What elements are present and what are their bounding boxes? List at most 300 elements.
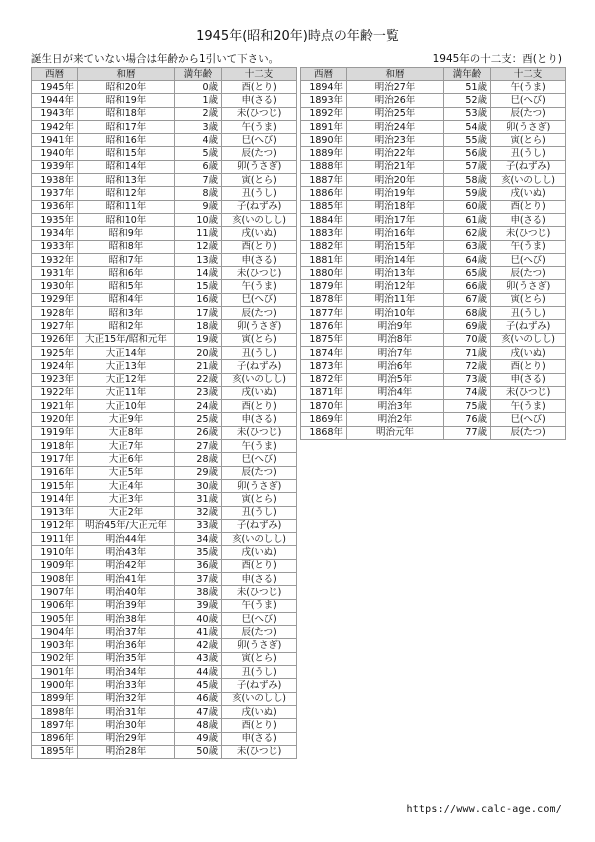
zodiac-cell: 巳(へび) [222, 612, 297, 625]
table-row [32, 572, 297, 585]
age-cell: 17歳 [175, 307, 222, 320]
table-row [32, 519, 297, 532]
japanese-era-cell: 明治24年 [347, 120, 444, 133]
table-row [32, 333, 297, 346]
zodiac-cell: 巳(へび) [222, 293, 297, 306]
western-year-cell: 1878年 [301, 293, 347, 306]
japanese-era-cell: 昭和9年 [78, 227, 175, 240]
japanese-era-cell: 明治9年 [347, 320, 444, 333]
japanese-era-cell: 明治3年 [347, 400, 444, 413]
zodiac-cell: 酉(とり) [222, 240, 297, 253]
zodiac-cell: 卯(うさぎ) [491, 120, 566, 133]
japanese-era-cell: 明治40年 [78, 586, 175, 599]
western-year-cell: 1872年 [301, 373, 347, 386]
age-cell: 59歳 [444, 187, 491, 200]
table-row [32, 360, 297, 373]
table-row [301, 200, 566, 213]
table-row [32, 213, 297, 226]
western-year-cell: 1944年 [32, 94, 78, 107]
japanese-era-cell: 明治22年 [347, 147, 444, 160]
western-year-cell: 1928年 [32, 307, 78, 320]
age-cell: 67歳 [444, 293, 491, 306]
age-cell: 12歳 [175, 240, 222, 253]
japanese-era-cell: 明治元年 [347, 426, 444, 439]
western-year-cell: 1902年 [32, 652, 78, 665]
age-cell: 48歳 [175, 719, 222, 732]
western-year-cell: 1925年 [32, 346, 78, 359]
table-row [32, 732, 297, 745]
japanese-era-cell: 大正3年 [78, 493, 175, 506]
western-year-cell: 1907年 [32, 586, 78, 599]
zodiac-cell: 未(ひつじ) [222, 267, 297, 280]
zodiac-cell: 子(ねずみ) [491, 320, 566, 333]
japanese-era-cell: 明治28年 [78, 745, 175, 758]
western-year-cell: 1893年 [301, 94, 347, 107]
zodiac-cell: 戌(いぬ) [222, 227, 297, 240]
zodiac-cell: 寅(とら) [491, 293, 566, 306]
table-row [32, 160, 297, 173]
age-cell: 51歳 [444, 81, 491, 94]
site-url-link[interactable]: https://www.calc-age.com/ [406, 804, 562, 815]
age-cell: 3歳 [175, 120, 222, 133]
japanese-era-cell: 明治11年 [347, 293, 444, 306]
zodiac-cell: 寅(とら) [222, 174, 297, 187]
table-row [301, 386, 566, 399]
age-cell: 24歳 [175, 400, 222, 413]
table-row [32, 453, 297, 466]
zodiac-cell: 卯(うさぎ) [222, 479, 297, 492]
table-row [32, 346, 297, 359]
table-row [301, 333, 566, 346]
western-year-cell: 1905年 [32, 612, 78, 625]
table-row [301, 426, 566, 439]
table-row [32, 466, 297, 479]
zodiac-cell: 申(さる) [491, 213, 566, 226]
zodiac-cell: 子(ねずみ) [222, 360, 297, 373]
western-year-cell: 1903年 [32, 639, 78, 652]
western-year-cell: 1879年 [301, 280, 347, 293]
western-year-cell: 1892年 [301, 107, 347, 120]
age-cell: 60歳 [444, 200, 491, 213]
western-year-cell: 1882年 [301, 240, 347, 253]
table-row [32, 373, 297, 386]
age-cell: 30歳 [175, 479, 222, 492]
japanese-era-cell: 大正12年 [78, 373, 175, 386]
zodiac-cell: 丑(うし) [222, 666, 297, 679]
zodiac-cell: 辰(たつ) [491, 267, 566, 280]
western-year-cell: 1871年 [301, 386, 347, 399]
japanese-era-cell: 明治16年 [347, 227, 444, 240]
table-row [32, 227, 297, 240]
age-cell: 15歳 [175, 280, 222, 293]
zodiac-cell: 午(うま) [222, 280, 297, 293]
age-cell: 71歳 [444, 346, 491, 359]
western-year-cell: 1883年 [301, 227, 347, 240]
zodiac-cell: 申(さる) [491, 373, 566, 386]
age-cell: 74歳 [444, 386, 491, 399]
zodiac-cell: 寅(とら) [222, 652, 297, 665]
zodiac-cell: 丑(うし) [491, 307, 566, 320]
western-year-cell: 1924年 [32, 360, 78, 373]
western-year-cell: 1897年 [32, 719, 78, 732]
age-cell: 5歳 [175, 147, 222, 160]
japanese-era-cell: 昭和12年 [78, 187, 175, 200]
age-cell: 39歳 [175, 599, 222, 612]
zodiac-cell: 寅(とら) [222, 333, 297, 346]
zodiac-cell: 午(うま) [491, 400, 566, 413]
zodiac-cell: 巳(へび) [222, 134, 297, 147]
age-cell: 13歳 [175, 253, 222, 266]
table-row [32, 546, 297, 559]
age-cell: 16歳 [175, 293, 222, 306]
japanese-era-cell: 昭和18年 [78, 107, 175, 120]
age-cell: 38歳 [175, 586, 222, 599]
zodiac-cell: 丑(うし) [222, 346, 297, 359]
western-year-cell: 1874年 [301, 346, 347, 359]
japanese-era-cell: 昭和13年 [78, 174, 175, 187]
western-year-cell: 1936年 [32, 200, 78, 213]
western-year-cell: 1927年 [32, 320, 78, 333]
zodiac-cell: 子(ねずみ) [222, 200, 297, 213]
age-cell: 64歳 [444, 253, 491, 266]
table-row [301, 413, 566, 426]
table-row [32, 187, 297, 200]
western-year-cell: 1932年 [32, 253, 78, 266]
age-cell: 28歳 [175, 453, 222, 466]
table-row [32, 559, 297, 572]
table-row [301, 81, 566, 94]
zodiac-cell: 子(ねずみ) [222, 519, 297, 532]
table-row [32, 745, 297, 758]
age-cell: 21歳 [175, 360, 222, 373]
age-cell: 0歳 [175, 81, 222, 94]
japanese-era-cell: 明治13年 [347, 267, 444, 280]
western-year-cell: 1868年 [301, 426, 347, 439]
table-row [32, 307, 297, 320]
age-cell: 8歳 [175, 187, 222, 200]
western-year-cell: 1939年 [32, 160, 78, 173]
western-year-cell: 1910年 [32, 546, 78, 559]
japanese-era-cell: 昭和14年 [78, 160, 175, 173]
japanese-era-cell: 明治37年 [78, 626, 175, 639]
zodiac-cell: 申(さる) [222, 732, 297, 745]
table-row [301, 373, 566, 386]
table-row [32, 240, 297, 253]
table-row [32, 705, 297, 718]
zodiac-cell: 戌(いぬ) [491, 346, 566, 359]
western-year-cell: 1940年 [32, 147, 78, 160]
age-cell: 76歳 [444, 413, 491, 426]
japanese-era-cell: 大正9年 [78, 413, 175, 426]
table-row [301, 307, 566, 320]
table-row [32, 413, 297, 426]
western-year-cell: 1911年 [32, 533, 78, 546]
japanese-era-cell: 明治33年 [78, 679, 175, 692]
zodiac-cell: 卯(うさぎ) [222, 639, 297, 652]
age-cell: 72歳 [444, 360, 491, 373]
japanese-era-cell: 明治17年 [347, 213, 444, 226]
table-header-row [32, 68, 297, 81]
western-year-cell: 1917年 [32, 453, 78, 466]
zodiac-cell: 戌(いぬ) [222, 386, 297, 399]
japanese-era-cell: 明治45年/大正元年 [78, 519, 175, 532]
zodiac-cell: 亥(いのしし) [491, 174, 566, 187]
table-row [301, 320, 566, 333]
page-title: 1945年(昭和20年)時点の年齢一覧 [196, 29, 399, 44]
zodiac-cell: 辰(たつ) [491, 107, 566, 120]
zodiac-cell: 午(うま) [222, 120, 297, 133]
japanese-era-cell: 大正8年 [78, 426, 175, 439]
table-row [301, 213, 566, 226]
birthday-note: 誕生日が来ていない場合は年齢から1引いて下さい。 [31, 53, 280, 65]
age-cell: 50歳 [175, 745, 222, 758]
table-row [32, 147, 297, 160]
age-cell: 14歳 [175, 267, 222, 280]
western-year-cell: 1894年 [301, 81, 347, 94]
western-year-cell: 1938年 [32, 174, 78, 187]
table-row [32, 440, 297, 453]
western-year-cell: 1876年 [301, 320, 347, 333]
western-year-cell: 1934年 [32, 227, 78, 240]
header-zodiac: 十二支 [222, 68, 297, 81]
table-row [32, 599, 297, 612]
age-cell: 23歳 [175, 386, 222, 399]
age-cell: 22歳 [175, 373, 222, 386]
zodiac-cell: 子(ねずみ) [222, 679, 297, 692]
age-cell: 53歳 [444, 107, 491, 120]
zodiac-cell: 巳(へび) [222, 453, 297, 466]
age-cell: 65歳 [444, 267, 491, 280]
zodiac-cell: 午(うま) [222, 440, 297, 453]
age-cell: 43歳 [175, 652, 222, 665]
year-zodiac: 1945年の十二支：酉(とり) [432, 53, 562, 65]
zodiac-cell: 亥(いのしし) [222, 213, 297, 226]
zodiac-cell: 未(ひつじ) [222, 586, 297, 599]
japanese-era-cell: 昭和3年 [78, 307, 175, 320]
japanese-era-cell: 昭和20年 [78, 81, 175, 94]
western-year-cell: 1914年 [32, 493, 78, 506]
zodiac-cell: 亥(いのしし) [491, 333, 566, 346]
table-row [32, 174, 297, 187]
table-row [32, 267, 297, 280]
age-cell: 9歳 [175, 200, 222, 213]
table-row [301, 134, 566, 147]
western-year-cell: 1901年 [32, 666, 78, 679]
western-year-cell: 1870年 [301, 400, 347, 413]
age-cell: 41歳 [175, 626, 222, 639]
table-row [301, 267, 566, 280]
table-row [301, 360, 566, 373]
table-row [301, 107, 566, 120]
western-year-cell: 1926年 [32, 333, 78, 346]
japanese-era-cell: 昭和2年 [78, 320, 175, 333]
header-japanese-era: 和暦 [347, 68, 444, 81]
table-row [32, 81, 297, 94]
japanese-era-cell: 明治30年 [78, 719, 175, 732]
western-year-cell: 1922年 [32, 386, 78, 399]
age-cell: 20歳 [175, 346, 222, 359]
table-row [301, 253, 566, 266]
western-year-cell: 1895年 [32, 745, 78, 758]
western-year-cell: 1887年 [301, 174, 347, 187]
zodiac-cell: 巳(へび) [491, 94, 566, 107]
age-cell: 45歳 [175, 679, 222, 692]
western-year-cell: 1885年 [301, 200, 347, 213]
age-cell: 31歳 [175, 493, 222, 506]
japanese-era-cell: 大正13年 [78, 360, 175, 373]
western-year-cell: 1908年 [32, 572, 78, 585]
western-year-cell: 1873年 [301, 360, 347, 373]
zodiac-cell: 未(ひつじ) [222, 107, 297, 120]
japanese-era-cell: 昭和8年 [78, 240, 175, 253]
japanese-era-cell: 大正4年 [78, 479, 175, 492]
japanese-era-cell: 明治8年 [347, 333, 444, 346]
western-year-cell: 1919年 [32, 426, 78, 439]
header-age: 満年齢 [175, 68, 222, 81]
japanese-era-cell: 大正14年 [78, 346, 175, 359]
western-year-cell: 1933年 [32, 240, 78, 253]
zodiac-cell: 寅(とら) [491, 134, 566, 147]
zodiac-cell: 辰(たつ) [222, 626, 297, 639]
age-cell: 54歳 [444, 120, 491, 133]
western-year-cell: 1869年 [301, 413, 347, 426]
header-japanese-era: 和暦 [78, 68, 175, 81]
japanese-era-cell: 明治14年 [347, 253, 444, 266]
japanese-era-cell: 明治20年 [347, 174, 444, 187]
age-cell: 56歳 [444, 147, 491, 160]
japanese-era-cell: 明治5年 [347, 373, 444, 386]
western-year-cell: 1889年 [301, 147, 347, 160]
japanese-era-cell: 昭和11年 [78, 200, 175, 213]
japanese-era-cell: 大正15年/昭和元年 [78, 333, 175, 346]
western-year-cell: 1935年 [32, 213, 78, 226]
western-year-cell: 1881年 [301, 253, 347, 266]
western-year-cell: 1909年 [32, 559, 78, 572]
table-row [32, 719, 297, 732]
japanese-era-cell: 昭和15年 [78, 147, 175, 160]
japanese-era-cell: 明治31年 [78, 705, 175, 718]
japanese-era-cell: 明治44年 [78, 533, 175, 546]
table-row [32, 533, 297, 546]
zodiac-cell: 申(さる) [222, 572, 297, 585]
table-row [32, 666, 297, 679]
header-zodiac: 十二支 [491, 68, 566, 81]
japanese-era-cell: 明治6年 [347, 360, 444, 373]
age-cell: 4歳 [175, 134, 222, 147]
age-table-right [300, 67, 566, 440]
zodiac-cell: 辰(たつ) [222, 466, 297, 479]
zodiac-cell: 戌(いぬ) [222, 546, 297, 559]
age-cell: 58歳 [444, 174, 491, 187]
western-year-cell: 1930年 [32, 280, 78, 293]
western-year-cell: 1943年 [32, 107, 78, 120]
zodiac-cell: 辰(たつ) [491, 426, 566, 439]
western-year-cell: 1906年 [32, 599, 78, 612]
japanese-era-cell: 明治7年 [347, 346, 444, 359]
western-year-cell: 1915年 [32, 479, 78, 492]
japanese-era-cell: 明治43年 [78, 546, 175, 559]
zodiac-cell: 卯(うさぎ) [222, 320, 297, 333]
table-row [301, 174, 566, 187]
table-row [301, 160, 566, 173]
table-row [32, 200, 297, 213]
japanese-era-cell: 昭和10年 [78, 213, 175, 226]
western-year-cell: 1912年 [32, 519, 78, 532]
table-row [301, 400, 566, 413]
zodiac-cell: 戌(いぬ) [491, 187, 566, 200]
table-row [32, 639, 297, 652]
age-cell: 6歳 [175, 160, 222, 173]
age-cell: 11歳 [175, 227, 222, 240]
western-year-cell: 1904年 [32, 626, 78, 639]
japanese-era-cell: 明治27年 [347, 81, 444, 94]
age-cell: 18歳 [175, 320, 222, 333]
age-cell: 29歳 [175, 466, 222, 479]
table-row [32, 426, 297, 439]
japanese-era-cell: 大正6年 [78, 453, 175, 466]
zodiac-cell: 未(ひつじ) [222, 426, 297, 439]
japanese-era-cell: 昭和4年 [78, 293, 175, 306]
western-year-cell: 1877年 [301, 307, 347, 320]
age-cell: 52歳 [444, 94, 491, 107]
age-cell: 35歳 [175, 546, 222, 559]
western-year-cell: 1888年 [301, 160, 347, 173]
age-cell: 57歳 [444, 160, 491, 173]
japanese-era-cell: 明治42年 [78, 559, 175, 572]
table-row [32, 586, 297, 599]
zodiac-cell: 丑(うし) [491, 147, 566, 160]
japanese-era-cell: 明治4年 [347, 386, 444, 399]
table-row [32, 626, 297, 639]
table-row [301, 346, 566, 359]
japanese-era-cell: 明治39年 [78, 599, 175, 612]
table-row [32, 320, 297, 333]
western-year-cell: 1937年 [32, 187, 78, 200]
age-cell: 44歳 [175, 666, 222, 679]
age-cell: 32歳 [175, 506, 222, 519]
table-row [32, 253, 297, 266]
western-year-cell: 1884年 [301, 213, 347, 226]
zodiac-cell: 卯(うさぎ) [222, 160, 297, 173]
age-cell: 42歳 [175, 639, 222, 652]
table-row [32, 679, 297, 692]
zodiac-cell: 丑(うし) [222, 506, 297, 519]
table-row [32, 652, 297, 665]
table-row [301, 293, 566, 306]
table-row [301, 227, 566, 240]
age-cell: 77歳 [444, 426, 491, 439]
table-row [301, 94, 566, 107]
zodiac-cell: 申(さる) [222, 253, 297, 266]
japanese-era-cell: 明治21年 [347, 160, 444, 173]
zodiac-cell: 丑(うし) [222, 187, 297, 200]
table-row [32, 692, 297, 705]
table-row [32, 506, 297, 519]
japanese-era-cell: 明治35年 [78, 652, 175, 665]
japanese-era-cell: 明治41年 [78, 572, 175, 585]
western-year-cell: 1875年 [301, 333, 347, 346]
table-body-right [301, 81, 566, 440]
table-row [301, 240, 566, 253]
western-year-cell: 1923年 [32, 373, 78, 386]
table-row [301, 120, 566, 133]
japanese-era-cell: 明治32年 [78, 692, 175, 705]
age-cell: 46歳 [175, 692, 222, 705]
zodiac-cell: 亥(いのしし) [222, 533, 297, 546]
table-header-row [301, 68, 566, 81]
japanese-era-cell: 昭和19年 [78, 94, 175, 107]
table-row [301, 280, 566, 293]
